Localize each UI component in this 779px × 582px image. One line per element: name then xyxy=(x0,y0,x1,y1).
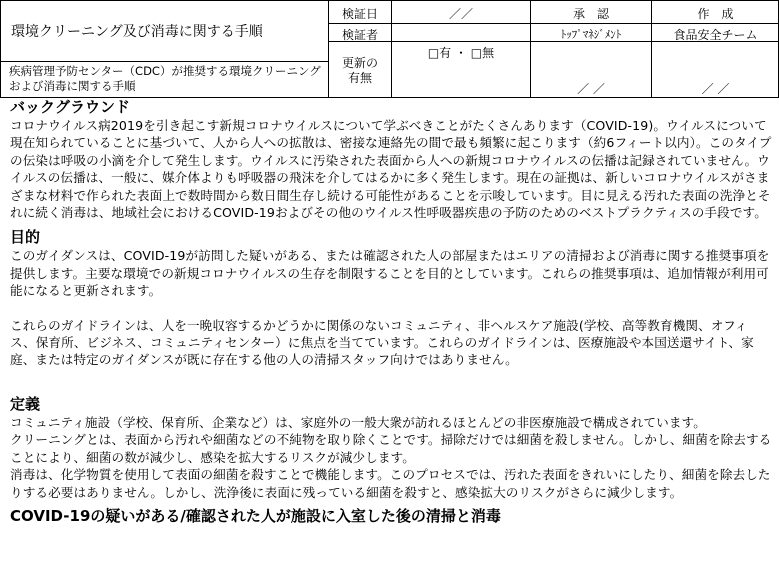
covid-cleaning-heading: COVID-19の疑いがある/確認された人が施設に入室した後の清掃と消毒 xyxy=(10,506,501,525)
definition-paragraph-2: クリーニングとは、表面から汚れや細菌などの不純物を取り除くことです。掃除だけでは細菌を殺しません。しかし、細菌を除去することにより、細菌の数が減少し、感染を拡大するリスクが減少します。 xyxy=(10,432,772,465)
create-role: 食品安全チーム xyxy=(673,28,758,42)
create-label: 作 成 xyxy=(697,7,734,21)
definition-paragraph-3: 消毒は、化学物質を使用して表面の細菌を殺すことで機能します。このプロセスでは、汚れた表面をきれいにしたり、細菌を除去したりする必要はありません。しかし、洗浄後に表面に残っている細菌を殺すと、感染拡大のリスクがさらに減少します。 xyxy=(10,467,771,500)
verifier-label: 検証者 xyxy=(341,28,378,42)
definition-paragraph-1: コミュニティ施設（学校、保育所、企業など）は、家庭外の一般大衆が訪れるほとんどの非医療施設で構成されています。 xyxy=(10,414,706,430)
create-date: ／ ／ xyxy=(701,82,730,96)
approve-label: 承 認 xyxy=(572,7,609,21)
purpose-paragraph-2: これらのガイドラインは、人を一晩収容するかどうかに関係のないコミュニティ、非ヘルスケア施設(学校、高等教育機関、オフィス、保育所、ビジネス、コミュニティセンター）に焦点を当てています。これらのガイドラインは、医療施設や本国送還サイト、家庭、または特定のガイダンスが既に存在する他の人の清掃スタッフ向けではありません。 xyxy=(10,317,754,368)
document-body xyxy=(10,98,772,526)
document-subtitle: 疾病管理予防センター（CDC）が推奨する環境クリーニングおよび消毒に関する手順 xyxy=(9,64,321,93)
update-options[interactable]: □有 ・ □無 xyxy=(427,46,495,60)
approve-role: ﾄｯﾌﾟﾏﾈｼﾞﾒﾝﾄ xyxy=(560,28,622,41)
background-heading: バックグラウンド xyxy=(10,98,131,116)
date-value: ／／ xyxy=(448,7,473,21)
document-title: 環境クリーニング及び消毒に関する手順 xyxy=(11,24,263,40)
date-label: 検証日 xyxy=(341,7,378,21)
update-label: 更新の有無 xyxy=(341,56,378,85)
approve-date: ／ ／ xyxy=(577,82,605,96)
background-paragraph: コロナウイルス病2019を引き起こす新規コロナウイルスについて学ぶべきことがたくさんあります（COVID-19)。ウイルスについて現在知られていることに基づいて、人から人への拡散は、密接な連絡先の間で最も頻繁に起こります（約6フィート以内）。このタイプの伝染は呼吸の小滴を介して発生します。ウイルスに汚染された表面から人への新規コロナウイルスの伝播は記録されていません。ウイルスの伝播は、一般に、媒介体よりも呼吸器の飛沫を介してはるかに多く発生します。現在の証拠は、新しいコロナウイルスがさまざまな材料で作られた表面上で数時間から数日間生存し続ける可能性があることを示唆しています。目に見える汚れた表面の洗浄とそれに続く消毒は、地域社会におけるCOVID-19およびその他のウイルス性呼吸器疾患の予防のためのベストプラクティスの手段です。 xyxy=(10,118,772,221)
purpose-heading: 目的 xyxy=(10,228,41,247)
definition-heading: 定義 xyxy=(10,394,41,413)
document-subtitle-cell xyxy=(0,61,329,98)
purpose-paragraph-1: このガイダンスは、COVID-19が訪問した疑いがある、または確認された人の部屋またはエリアの清掃および消毒に関する推奨事項を提供します。主要な環境での新規コロナウイルスの生存を制限することを目的としています。これらの推奨事項は、追加情報が利用可能になると更新されます。 xyxy=(10,248,770,299)
document-header xyxy=(0,0,779,98)
document-title-cell xyxy=(0,0,329,62)
